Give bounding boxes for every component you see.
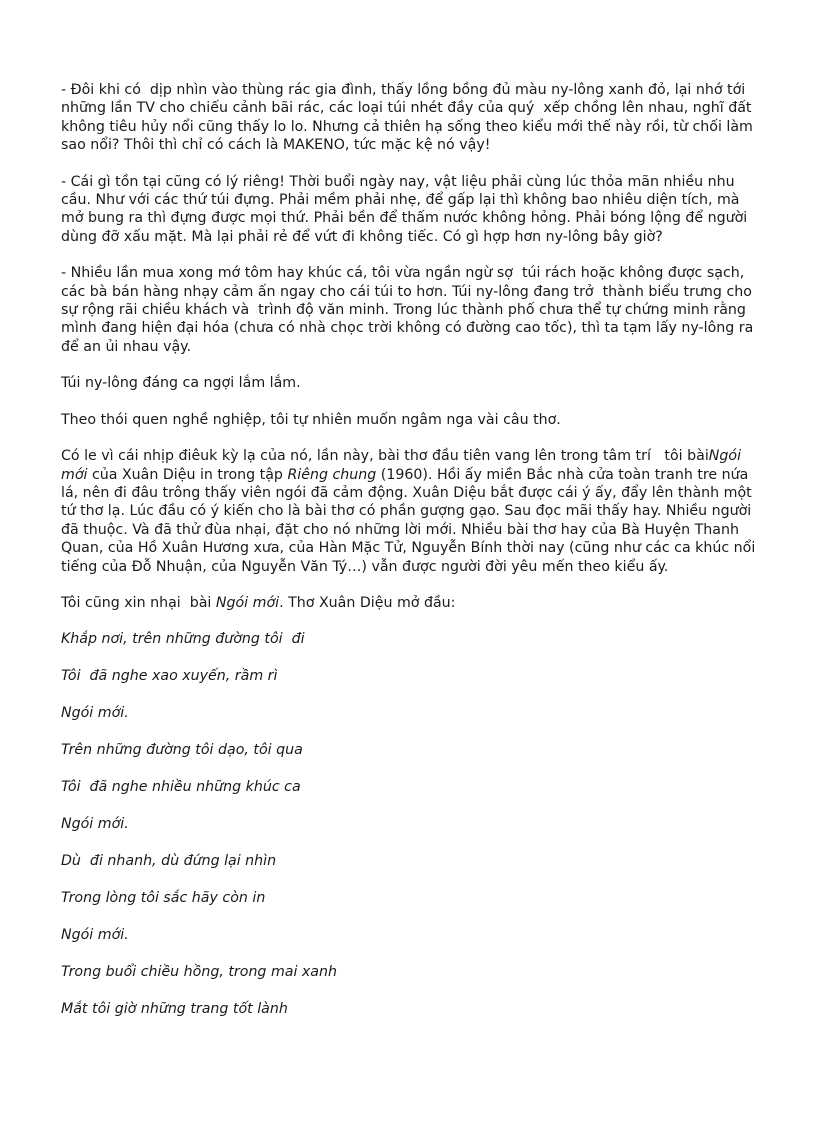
verse-line: Khắp nơi, trên những đường tôi đi [61,631,305,648]
text-segment: Tôi cũng xin nhại bài [61,594,216,611]
text-segment: của Xuân Diệu in trong tập [87,466,288,483]
verse-line: Trong buổi chiều hồng, trong mai xanh [61,964,337,981]
collection-title: Riêng chung [287,466,377,483]
verse-line: Mắt tôi giờ những trang tốt lành [61,1001,288,1018]
paragraph-trash: - Đôi khi có dịp nhìn vào thùng rác gia đình, thấy lồng bồng đủ màu ny-lông xanh đỏ, lại nhớ tới những lần TV cho chiếu cảnh bãi rác, các loại túi nhét đầy của quý xếp chồng lên nhau, nghĩ đất không tiêu hủy nổi cũng thấy lo lo. Nhưng cả thiên hạ sống theo kiểu mới thế này rồi, từ chối làm sao nổi? Thôi thì chỉ có cách là MAKENO, tức mặc kệ nó vậy! [61,82,758,154]
verse-line: Ngói mới. [61,705,129,722]
verse-line: Ngói mới. [61,927,129,944]
paragraph-habit: Theo thói quen nghề nghiệp, tôi tự nhiên muốn ngâm nga vài câu thơ. [61,411,561,428]
verse-line: Trên những đường tôi dạo, tôi qua [61,742,303,759]
poem-title: Ngói mới [215,594,280,611]
text-segment: Có le vì cái nhịp điêuk kỳ lạ của nó, lần này, bài thơ đầu tiên vang lên trong tâm trí tôi bài [61,448,709,465]
verse-line: Tôi đã nghe nhiều những khúc ca [61,779,301,796]
paragraph-xuan-dieu [61,447,760,576]
poem [61,630,756,1018]
paragraph-parody-intro [61,594,756,612]
paragraph-market: - Nhiều lần mua xong mớ tôm hay khúc cá, tôi vừa ngần ngừ sợ túi rách hoặc không được sạch, các bà bán hàng nhạy cảm ấn ngay cho cái túi to hơn. Túi ny-lông đang trở thành biểu trưng cho sự rộng rãi chiều khách và trình độ văn minh. Trong lúc thành phố chưa thể tự chứng minh rằng mình đang hiện đại hóa (chưa có nhà chọc trời không có đường cao tốc), thì ta tạm lấy ny-lông ra để an ủi nhau vậy. [61,265,758,355]
verse-line: Tôi đã nghe xao xuyến, rầm rì [61,668,278,685]
paragraph-praise: Túi ny-lông đáng ca ngợi lắm lắm. [61,375,301,392]
verse-line: Trong lòng tôi sắc hãy còn in [61,890,266,907]
paragraph-reason: - Cái gì tồn tại cũng có lý riêng! Thời buổi ngày nay, vật liệu phải cùng lúc thỏa mãn nhiều nhu cầu. Như với các thứ túi đựng. Phải mềm phải nhẹ, để gấp lại thì không bao nhiêu diện tích, mà mở bung ra thì đựng được mọi thứ. Phải bền để thấm nước không hỏng. Phải bóng lộng để người dùng đỡ xấu mặt. Mà lại phải rẻ để vứt đi không tiếc. Có gì hợp hơn ny-lông bây giờ? [61,173,752,245]
text-segment: (1960). Hồi ấy miền Bắc nhà cửa toàn tranh tre nứa lá, nên đi đâu trông thấy viên ngói đã cảm động. Xuân Diệu bắt được cái ý ấy, đẩy lên thành một tứ thơ lạ. Lúc đầu có ý kiến cho là bài thơ có phần gượng gạo. Sau đọc mãi thấy hay. Nhiều người đã thuộc. Và đã thử đùa nhại, đặt cho nó những lời mới. Nhiều bài thơ hay của Bà Huyện Thanh Quan, của Hồ Xuân Hương xưa, của Hàn Mặc Tử, Nguyễn Bính thời nay (cũng như các ca khúc nổi tiếng của Đỗ Nhuận, của Nguyễn Văn Tý…) vẫn được người đời yêu mến theo kiểu ấy. [61,466,760,575]
verse-line: Ngói mới. [61,816,129,833]
text-segment: . Thơ Xuân Diệu mở đầu: [279,594,456,611]
verse-line: Dù đi nhanh, dù đứng lại nhìn [61,853,277,870]
poem-title: Ngói mới [61,448,746,483]
